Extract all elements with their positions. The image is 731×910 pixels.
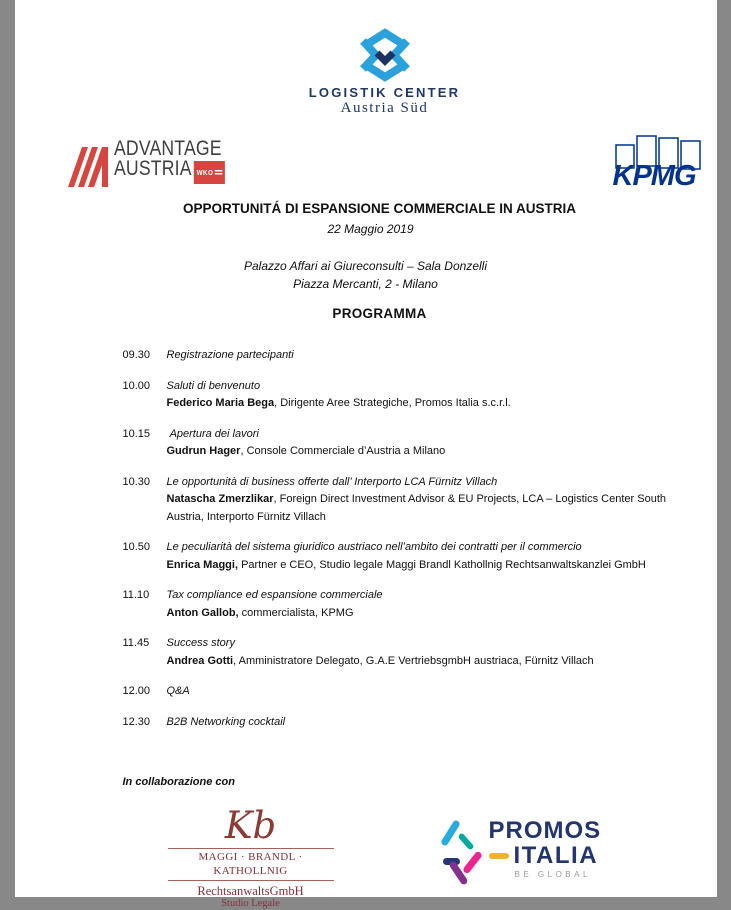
program-title: Registrazione partecipanti: [167, 347, 679, 365]
program-title: Q&A: [167, 683, 679, 701]
program-item: [123, 539, 687, 574]
star-bar-teal: [457, 832, 474, 850]
venue-line-1: Palazzo Affari ai Giureconsulti – Sala Donzelli: [15, 257, 717, 275]
star-bar-magenta: [462, 850, 483, 874]
promos-tagline: BE GLOBAL: [489, 870, 602, 879]
event-venue: [15, 257, 717, 293]
wko-lines-icon: [215, 170, 223, 176]
program-title: Success story: [167, 635, 679, 653]
maggi-monogram-icon: Kb: [168, 806, 334, 846]
logistik-center-icon: [355, 28, 415, 82]
italia-word: ITALIA: [514, 843, 599, 868]
program-item: [123, 587, 687, 622]
advantage-austria-logo: [68, 139, 246, 187]
program-title: Le peculiarità del sistema giuridico austriaco nell’ambito dei contratti per il commercio: [167, 539, 679, 557]
logistik-center-subtitle: Austria Süd: [341, 100, 429, 117]
logistik-center-wordmark: LOGISTIK CENTER: [309, 85, 460, 100]
promos-star-icon: [441, 812, 489, 888]
program-speaker-line: Andrea Gotti, Amministratore Delegato, G.A.E VertriebsgmbH austriaca, Fürnitz Villach: [167, 653, 679, 671]
divider: [168, 848, 334, 849]
program-item: [123, 714, 687, 732]
star-bar-lightblue: [440, 819, 461, 846]
program-speaker-line: Federico Maria Bega, Dirigente Aree Strategiche, Promos Italia s.c.r.l.: [167, 395, 679, 413]
program-item: [123, 683, 687, 701]
austria-word: AUSTRIA: [114, 159, 192, 179]
kpmg-logo: [613, 135, 709, 193]
program-title: B2B Networking cocktail: [167, 714, 679, 732]
program-heading: PROGRAMMA: [29, 306, 731, 321]
event-title: OPPORTUNITÁ DI ESPANSIONE COMMERCIALE IN AUSTRIA: [29, 201, 731, 216]
promos-word: PROMOS: [489, 818, 602, 843]
promos-italia-logo: [441, 812, 602, 888]
program-item: [123, 426, 687, 461]
event-date: 22 Maggio 2019: [20, 222, 722, 236]
program-speaker-line: Enrica Maggi, Partner e CEO, Studio legale Maggi Brandl Kathollnig Rechtsanwaltskanzlei GmbH: [167, 557, 679, 575]
program-time: 11.45: [123, 635, 167, 670]
advantage-austria-wordmark: [114, 139, 225, 184]
program-speaker-line: Gudrun Hager, Console Commerciale d’Austria a Milano: [167, 443, 679, 461]
program-item: [123, 635, 687, 670]
program-list: [123, 347, 687, 744]
maggi-gmbh-line: RechtsanwaltsGmbH: [168, 884, 334, 898]
maggi-studio-line: Studio Legale: [168, 898, 334, 910]
kpmg-wordmark: KPMG: [613, 160, 709, 193]
program-time: 10.50: [123, 539, 167, 574]
divider: [168, 880, 334, 881]
collaboration-note: In collaborazione con: [123, 776, 235, 788]
wko-badge: WKO: [194, 161, 225, 184]
promos-wordmark: [489, 812, 602, 888]
program-time: 10.30: [123, 474, 167, 527]
program-time: 12.00: [123, 683, 167, 701]
program-time: 11.10: [123, 587, 167, 622]
promos-yellow-dash-icon: [489, 853, 509, 859]
program-title: Saluti di benvenuto: [167, 378, 679, 396]
advantage-word: ADVANTAGE: [114, 139, 225, 159]
maggi-brandl-kathollnig-logo: [168, 806, 334, 910]
event-program-page: [15, 0, 717, 897]
program-title: Apertura dei lavori: [167, 426, 679, 444]
venue-line-2: Piazza Mercanti, 2 - Milano: [15, 275, 717, 293]
program-time: 09.30: [123, 347, 167, 365]
program-speaker-line: Anton Gallob, commercialista, KPMG: [167, 605, 679, 623]
program-item: [123, 474, 687, 527]
program-time: 10.15: [123, 426, 167, 461]
program-time: 12.30: [123, 714, 167, 732]
program-time: 10.00: [123, 378, 167, 413]
program-speaker-line: Natascha Zmerzlikar, Foreign Direct Investment Advisor & EU Projects, LCA – Logistics Center South Austria, Interporto Fürnitz Villach: [167, 491, 679, 526]
program-item: [123, 347, 687, 365]
program-title: Tax compliance ed espansione commerciale: [167, 587, 679, 605]
logistik-center-logo: [34, 28, 731, 117]
maggi-names: MAGGI · BRANDL · KATHOLLNIG: [168, 850, 334, 878]
program-title: Le opportunità di business offerte dall’ Interporto LCA Fürnitz Villach: [167, 474, 679, 492]
advantage-austria-icon: [68, 139, 108, 187]
program-item: [123, 378, 687, 413]
